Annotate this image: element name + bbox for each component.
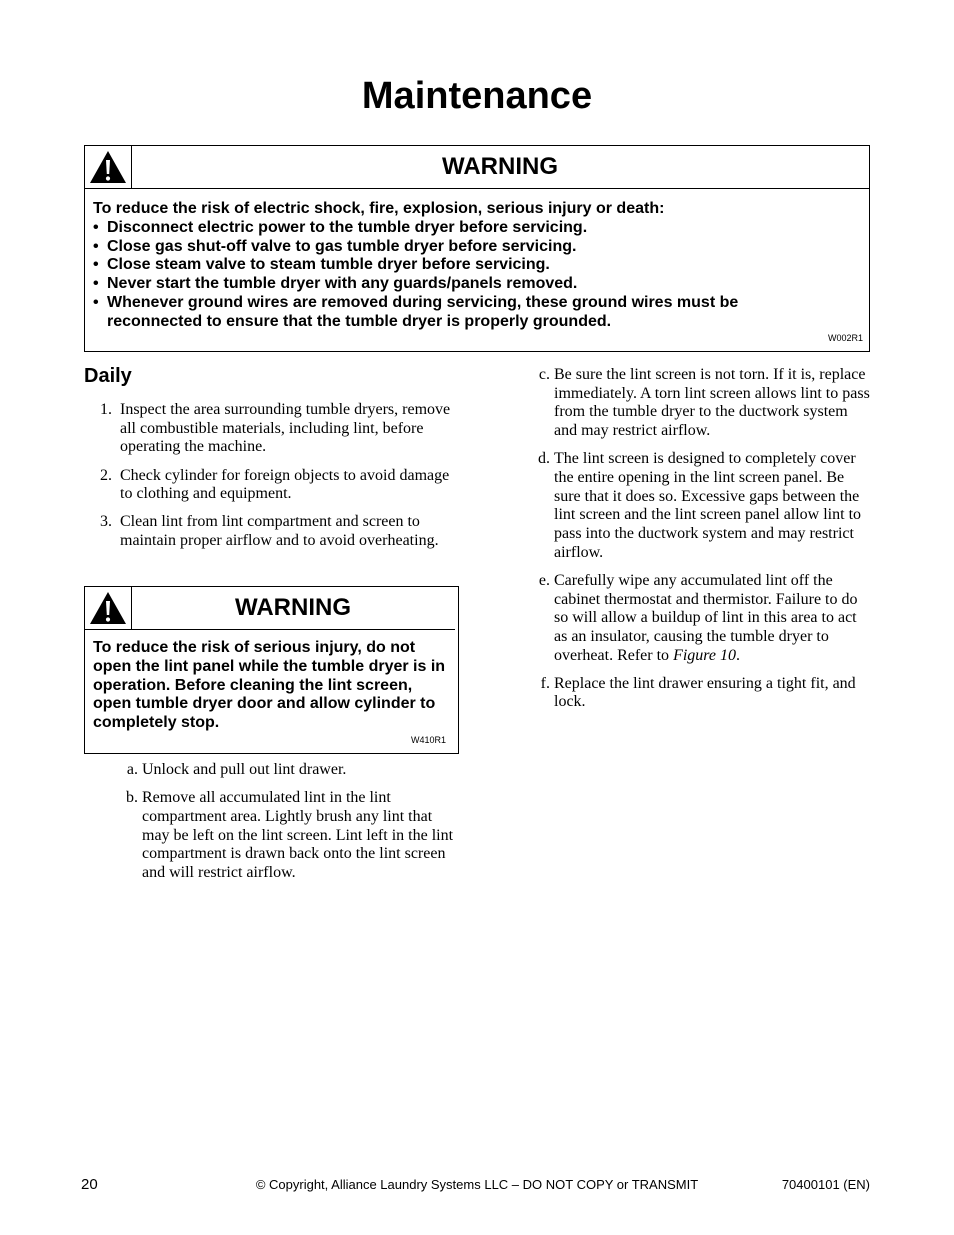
list-item xyxy=(540,674,872,712)
list-letter: b. xyxy=(126,789,138,807)
list-text: Inspect the area surrounding tumble dryers, remove all combustible materials, including lint, before operating the machine. xyxy=(120,401,451,456)
list-item xyxy=(126,761,458,780)
list-letter: d. xyxy=(538,450,550,468)
list-letter: f. xyxy=(540,674,550,692)
substeps-left xyxy=(126,761,458,892)
warning-intro: To reduce the risk of electric shock, fire, explosion, serious injury or death: xyxy=(93,200,665,217)
list-item xyxy=(538,450,872,562)
list-item xyxy=(126,789,458,883)
warning-code: W002R1 xyxy=(827,333,863,343)
warning-triangle-icon xyxy=(88,590,128,626)
document-number: 70400101 (EN) xyxy=(781,1177,870,1192)
warning-title: WARNING xyxy=(442,153,558,180)
list-item xyxy=(538,571,872,666)
list-text: The lint screen is designed to completely cover the entire opening in the lint screen panel. Be sure that it does so. Excessive gaps between the lint screen and the lint screen panel allow lint to pass into the ductwork system and may restrict airflow. xyxy=(554,450,862,561)
warning-header xyxy=(85,146,869,189)
list-text: Clean lint from lint compartment and screen to maintain proper airflow and to avoid overheating. xyxy=(120,513,439,549)
list-letter: e. xyxy=(538,571,550,589)
warning-box-electrical xyxy=(84,145,870,352)
copyright-notice: © Copyright, Alliance Laundry Systems LLC – DO NOT COPY or TRANSMIT xyxy=(255,1177,699,1192)
list-text: Remove all accumulated lint in the lint compartment area. Lightly brush any lint that may be left on the lint screen. Lint left in the lint compartment is drawn back onto the lint screen and will restrict airflow. xyxy=(142,789,454,881)
list-text: Unlock and pull out lint drawer. xyxy=(142,761,347,778)
list-letter: a. xyxy=(126,761,138,778)
warning-body: To reduce the risk of serious injury, do not open the lint panel while the tumble dryer is in operation. Before cleaning the lint screen, open tumble dryer door and allow cylinder to completely stop. xyxy=(93,639,446,732)
substeps-right xyxy=(538,366,872,722)
list-number: 3. xyxy=(100,513,112,531)
list-number: 2. xyxy=(100,466,112,484)
warning-header xyxy=(85,587,455,630)
warning-triangle-icon xyxy=(88,149,128,185)
section-heading-daily: Daily xyxy=(84,365,132,387)
page-title: Maintenance xyxy=(361,75,593,117)
list-text: Carefully wipe any accumulated lint off the cabinet thermostat and thermistor. Failure to do so will allow a buildup of lint in this area to act as an insulator, causing the tumble dryer to overheat. Refer to xyxy=(554,571,858,664)
list-item xyxy=(538,366,872,441)
list-text: Replace the lint drawer ensuring a tight fit, and lock. xyxy=(554,674,856,711)
page-number: 20 xyxy=(81,1176,98,1193)
list-number: 1. xyxy=(100,401,112,418)
daily-list xyxy=(100,401,460,560)
warning-bullet: • Close gas shut-off valve to gas tumble dryer before servicing. xyxy=(93,238,809,257)
list-text-tail: . xyxy=(736,646,741,664)
warning-code: W410R1 xyxy=(410,735,446,745)
list-text: Be sure the lint screen is not torn. If it is, replace immediately. A torn lint screen allows lint to pass from the tumble dryer to the ductwork system and may restrict airflow. xyxy=(554,366,870,440)
figure-reference-link[interactable]: Figure 10 xyxy=(673,646,737,664)
warning-icon-cell xyxy=(85,587,132,629)
warning-bullet: • Disconnect electric power to the tumble dryer before servicing. xyxy=(93,219,809,238)
list-letter: c. xyxy=(538,366,550,383)
warning-box-lint-panel xyxy=(84,586,459,754)
warning-body xyxy=(93,200,809,332)
list-item xyxy=(100,466,460,504)
warning-icon-cell xyxy=(85,146,132,188)
warning-bullet: • Whenever ground wires are removed during servicing, these ground wires must be reconnected to ensure that the tumble dryer is properly grounded. xyxy=(93,294,809,332)
warning-title: WARNING xyxy=(235,594,351,621)
list-item xyxy=(100,513,460,550)
list-item xyxy=(100,401,460,457)
warning-bullet: • Close steam valve to steam tumble dryer before servicing. xyxy=(93,256,809,275)
warning-bullet: • Never start the tumble dryer with any guards/panels removed. xyxy=(93,275,809,294)
list-text: Check cylinder for foreign objects to avoid damage to clothing and equipment. xyxy=(120,466,450,503)
